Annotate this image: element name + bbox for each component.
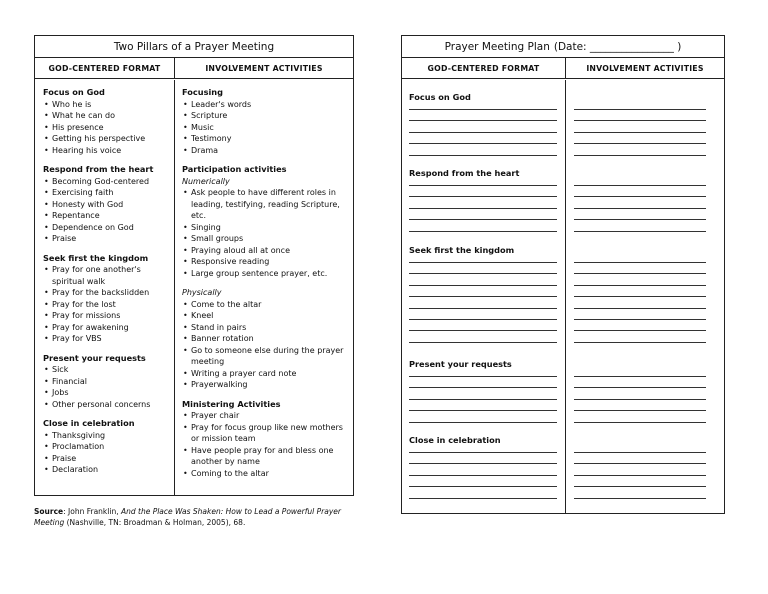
plan-format-blank-line[interactable] [409, 109, 557, 110]
right-panel-title [402, 36, 724, 58]
plan-format-blank-line[interactable] [409, 231, 557, 232]
left-col1-header: GOD-CENTERED FORMAT [35, 58, 175, 78]
format-section-heading: Present your requests [43, 352, 146, 363]
plan-section-heading: Focus on God [409, 92, 471, 102]
participation-heading: Participation activities [182, 164, 287, 174]
focusing-item: • Music [182, 122, 350, 134]
plan-activity-blank-line[interactable] [574, 231, 706, 232]
numerically-item: • Responsive reading [182, 256, 350, 268]
plan-format-blank-line[interactable] [409, 120, 557, 121]
plan-format-blank-line[interactable] [409, 155, 557, 156]
numerically-item: • Singing [182, 222, 350, 234]
format-item: • Praise [43, 453, 161, 465]
plan-activity-blank-line[interactable] [574, 387, 706, 388]
physically-list [182, 299, 353, 391]
numerically-subheading: Numerically [182, 176, 230, 186]
left-column-headers [35, 58, 353, 79]
source-citation [34, 507, 364, 528]
left-columns [35, 80, 353, 495]
plan-format-blank-line[interactable] [409, 296, 557, 297]
god-centered-format-column [35, 80, 175, 495]
plan-title: Prayer Meeting Plan [444, 40, 550, 53]
plan-format-blank-line[interactable] [409, 196, 557, 197]
format-item: • Pray for the lost [43, 299, 161, 311]
format-item: • Pray for one another's spiritual walk [43, 264, 161, 287]
source-text-after: (Nashville, TN: Broadman & Holman, 2005), 68. [64, 517, 246, 527]
plan-format-blank-line[interactable] [409, 319, 557, 320]
numerically-item: • Small groups [182, 233, 350, 245]
source-book-title: And the Place Was Shaken: How to Lead a Powerful Prayer Meeting [34, 507, 341, 527]
plan-format-blank-line[interactable] [409, 273, 557, 274]
format-item: • Sick [43, 364, 161, 376]
format-item: • Proclamation [43, 441, 161, 453]
two-pillars-panel [34, 35, 354, 496]
plan-activity-blank-line[interactable] [574, 262, 706, 263]
plan-activity-blank-line[interactable] [574, 452, 706, 453]
plan-activity-blank-line[interactable] [574, 498, 706, 499]
focusing-item: • Leader's words [182, 99, 350, 111]
right-col2-header: INVOLVEMENT ACTIVITIES [586, 63, 704, 73]
right-columns [402, 80, 724, 513]
physically-item: • Come to the altar [182, 299, 350, 311]
plan-activities-column [566, 80, 724, 513]
focusing-heading: Focusing [182, 87, 223, 97]
format-section [43, 87, 174, 156]
ministering-list [182, 410, 353, 479]
plan-activity-blank-line[interactable] [574, 342, 706, 343]
plan-format-blank-line[interactable] [409, 498, 557, 499]
format-section [43, 418, 174, 476]
format-item: • Pray for VBS [43, 333, 161, 345]
focusing-item: • Testimony [182, 133, 350, 145]
format-item: • Exercising faith [43, 187, 161, 199]
format-section-list [43, 176, 174, 245]
format-section [43, 353, 174, 411]
plan-format-blank-line[interactable] [409, 422, 557, 423]
plan-activity-blank-line[interactable] [574, 308, 706, 309]
participation-section [182, 164, 353, 391]
plan-format-blank-line[interactable] [409, 342, 557, 343]
plan-activity-blank-line[interactable] [574, 410, 706, 411]
format-item: • Other personal concerns [43, 399, 161, 411]
format-item: • Hearing his voice [43, 145, 161, 157]
plan-activity-blank-line[interactable] [574, 143, 706, 144]
format-section-heading: Respond from the heart [43, 164, 154, 174]
focusing-item: • Scripture [182, 110, 350, 122]
plan-activity-blank-line[interactable] [574, 109, 706, 110]
plan-format-blank-line[interactable] [409, 132, 557, 133]
plan-format-blank-line[interactable] [409, 330, 557, 331]
plan-section-heading: Seek first the kingdom [409, 245, 515, 255]
plan-activity-blank-line[interactable] [574, 219, 706, 220]
ministering-item: • Coming to the altar [182, 468, 350, 480]
physically-item: • Banner rotation [182, 333, 350, 345]
plan-format-blank-line[interactable] [409, 452, 557, 453]
plan-activity-blank-line[interactable] [574, 132, 706, 133]
plan-activity-blank-line[interactable] [574, 296, 706, 297]
plan-activity-blank-line[interactable] [574, 196, 706, 197]
format-item: • Becoming God-centered [43, 176, 161, 188]
format-item: • Declaration [43, 464, 161, 476]
format-item: • Thanksgiving [43, 430, 161, 442]
format-section-list [43, 264, 174, 345]
focusing-list [182, 99, 353, 157]
plan-activity-blank-line[interactable] [574, 155, 706, 156]
numerically-item: • Ask people to have different roles in leading, testifying, reading Scripture, etc. [182, 187, 350, 222]
plan-format-blank-line[interactable] [409, 463, 557, 464]
format-item: • Pray for awakening [43, 322, 161, 334]
physically-item: • Stand in pairs [182, 322, 350, 334]
source-label: Source [34, 507, 64, 516]
ministering-item: • Prayer chair [182, 410, 350, 422]
focusing-section [182, 87, 353, 156]
numerically-item: • Praying aloud all at once [182, 245, 350, 257]
format-section-list [43, 99, 174, 157]
format-section [43, 164, 174, 245]
format-section-heading: Seek first the kingdom [43, 252, 149, 263]
plan-format-blank-line[interactable] [409, 285, 557, 286]
plan-format-blank-line[interactable] [409, 376, 557, 377]
format-item: • What he can do [43, 110, 161, 122]
plan-activity-blank-line[interactable] [574, 185, 706, 186]
format-section-heading: Close in celebration [43, 418, 135, 428]
plan-section-heading: Present your requests [409, 359, 512, 369]
format-item: • Jobs [43, 387, 161, 399]
plan-section-heading: Respond from the heart [409, 168, 520, 178]
format-item: • Repentance [43, 210, 161, 222]
left-col2-header: INVOLVEMENT ACTIVITIES [205, 63, 323, 73]
plan-activity-blank-line[interactable] [574, 422, 706, 423]
format-item: • Dependence on God [43, 222, 161, 234]
ministering-item: • Pray for focus group like new mothers or mission team [182, 422, 350, 445]
format-item: • Praise [43, 233, 161, 245]
plan-format-column [402, 80, 566, 513]
plan-activity-blank-line[interactable] [574, 273, 706, 274]
prayer-meeting-plan-panel [401, 35, 725, 514]
plan-format-blank-line[interactable] [409, 308, 557, 309]
physically-subheading: Physically [182, 288, 222, 297]
format-section-heading: Focus on God [43, 87, 105, 97]
plan-activity-blank-line[interactable] [574, 319, 706, 320]
plan-date-field[interactable]: (Date: ________________ ) [553, 40, 682, 53]
format-item: • Financial [43, 376, 161, 388]
physically-item: • Writing a prayer card note [182, 368, 350, 380]
numerically-item: • Large group sentence prayer, etc. [182, 268, 350, 280]
ministering-item: • Have people pray for and bless one another by name [182, 445, 350, 468]
physically-item: • Go to someone else during the prayer meeting [182, 345, 350, 368]
plan-section-heading: Close in celebration [409, 435, 501, 445]
right-column-headers [402, 58, 724, 79]
plan-format-blank-line[interactable] [409, 387, 557, 388]
numerically-list [182, 187, 353, 279]
physically-item: • Prayerwalking [182, 379, 350, 391]
plan-format-blank-line[interactable] [409, 219, 557, 220]
plan-activity-blank-line[interactable] [574, 208, 706, 209]
format-section-list [43, 364, 174, 410]
plan-activity-blank-line[interactable] [574, 376, 706, 377]
plan-activity-blank-line[interactable] [574, 330, 706, 331]
right-col1-header: GOD-CENTERED FORMAT [402, 58, 566, 78]
plan-activity-blank-line[interactable] [574, 399, 706, 400]
left-panel-title: Two Pillars of a Prayer Meeting [35, 36, 353, 58]
involvement-activities-column [175, 80, 353, 495]
plan-format-blank-line[interactable] [409, 143, 557, 144]
source-text-before: : John Franklin, [63, 507, 121, 516]
plan-format-blank-line[interactable] [409, 262, 557, 263]
focusing-item: • Drama [182, 145, 350, 157]
format-section-list [43, 430, 174, 476]
plan-activity-blank-line[interactable] [574, 475, 706, 476]
plan-activity-blank-line[interactable] [574, 463, 706, 464]
plan-format-blank-line[interactable] [409, 208, 557, 209]
ministering-section [182, 399, 353, 480]
format-item: • Honesty with God [43, 199, 161, 211]
plan-format-blank-line[interactable] [409, 185, 557, 186]
plan-activity-blank-line[interactable] [574, 486, 706, 487]
plan-format-blank-line[interactable] [409, 410, 557, 411]
plan-format-blank-line[interactable] [409, 475, 557, 476]
plan-activity-blank-line[interactable] [574, 120, 706, 121]
plan-activity-blank-line[interactable] [574, 285, 706, 286]
format-item: • Who he is [43, 99, 161, 111]
physically-item: • Kneel [182, 310, 350, 322]
format-item: • His presence [43, 122, 161, 134]
format-item: • Pray for the backslidden [43, 287, 161, 299]
ministering-heading: Ministering Activities [182, 398, 281, 409]
format-item: • Pray for missions [43, 310, 161, 322]
plan-format-blank-line[interactable] [409, 486, 557, 487]
format-item: • Getting his perspective [43, 133, 161, 145]
plan-format-blank-line[interactable] [409, 399, 557, 400]
format-section [43, 253, 174, 345]
